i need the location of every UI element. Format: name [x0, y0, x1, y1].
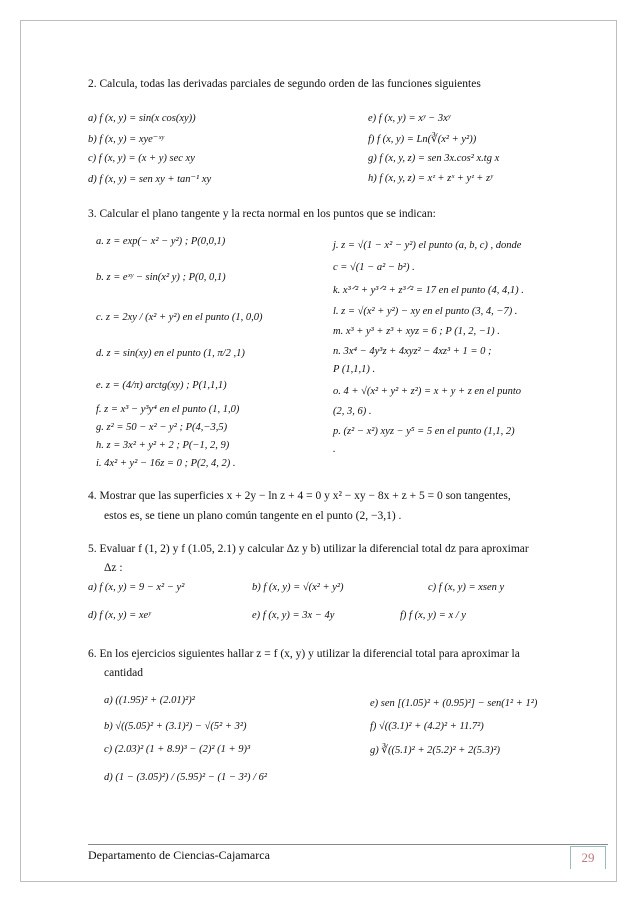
section-4-line1: 4. Mostrar que las superficies x + 2y − ln z + 4 = 0 y x² − xy − 8x + z + 5 = 0 son tangentes, — [88, 490, 511, 502]
sec3-item-k: k. x³ᐟ² + y³ᐟ² + z³ᐟ² = 17 en el punto (4, 4,1) . — [333, 285, 524, 296]
sec3-item-m: m. x³ + y³ + z³ + xyz = 6 ; P (1, 2, −1) . — [333, 326, 500, 337]
sec2-item-a: a) f (x, y) = sin(x cos(xy)) — [88, 113, 196, 124]
sec5-item-c: c) f (x, y) = xsen y — [428, 582, 505, 593]
sec2-item-g: g) f (x, y, z) = sen 3x.cos² x.tg x — [368, 153, 500, 164]
section-5-line1: 5. Evaluar f (1, 2) y f (1.05, 2.1) y calcular Δz y b) utilizar la diferencial total dz para aproximar — [88, 543, 529, 555]
sec6-item-e: e) sen [(1.05)² + (0.95)²] − sen(1² + 1²) — [370, 698, 538, 709]
sec5-item-b: b) f (x, y) = √(x² + y²) — [252, 582, 344, 593]
sec3-item-o-cont: (2, 3, 6) . — [333, 406, 372, 417]
sec6-item-g: g) ∛((5.1)² + 2(5.2)² + 2(5.3)²) — [370, 745, 501, 756]
sec3-item-n: n. 3x⁴ − 4y³z + 4xyz² − 4xz³ + 1 = 0 ; — [333, 346, 492, 357]
sec3-item-e: e. z = (4/π) arctg(xy) ; P(1,1,1) — [96, 380, 227, 391]
section-5-line2: Δz : — [104, 562, 123, 574]
sec6-item-a: a) ((1.95)² + (2.01)²)² — [104, 695, 195, 706]
sec2-item-f: f) f (x, y) = Ln(∛(x² + y²)) — [368, 134, 477, 145]
sec6-item-d: d) (1 − (3.05)²) / (5.95)² − (1 − 3²) / 6² — [104, 772, 268, 783]
sec5-item-e: e) f (x, y) = 3x − 4y — [252, 610, 335, 621]
sec5-item-d: d) f (x, y) = xeʸ — [88, 610, 151, 621]
section-4-line2: estos es, se tiene un plano común tangente en el punto (2, −3,1) . — [104, 510, 402, 522]
sec6-item-c: c) (2.03)² (1 + 8.9)³ − (2)² (1 + 9)³ — [104, 744, 251, 755]
section-6-line2: cantidad — [104, 667, 143, 679]
section-6-line1: 6. En los ejercicios siguientes hallar z = f (x, y) y utilizar la diferencial total para aproximar la — [88, 648, 520, 660]
footer-department: Departamento de Ciencias-Cajamarca — [88, 848, 270, 862]
sec3-item-i: i. 4x² + y² − 16z = 0 ; P(2, 4, 2) . — [96, 458, 236, 469]
footer-divider — [88, 844, 608, 845]
sec6-item-b: b) √((5.05)² + (3.1)²) − √(5² + 3²) — [104, 721, 247, 732]
sec2-item-c: c) f (x, y) = (x + y) sec xy — [88, 153, 195, 164]
sec3-item-f: f. z = x³ − y³y⁴ en el punto (1, 1,0) — [96, 404, 240, 415]
sec5-item-a: a) f (x, y) = 9 − x² − y² — [88, 582, 185, 593]
sec3-item-h: h. z = 3x² + y² + 2 ; P(−1, 2, 9) — [96, 440, 230, 451]
sec3-item-l: l. z = √(x² + y²) − xy en el punto (3, 4, −7) . — [333, 306, 518, 317]
sec3-item-n-cont: P (1,1,1) . — [333, 364, 376, 375]
section-3-title: 3. Calcular el plano tangente y la recta normal en los puntos que se indican: — [88, 208, 436, 220]
page-number: 29 — [570, 846, 606, 869]
sec3-item-c: c. z = 2xy / (x² + y²) en el punto (1, 0,0) — [96, 312, 263, 323]
section-2-title: 2. Calcula, todas las derivadas parciales de segundo orden de las funciones siguientes — [88, 78, 481, 90]
sec3-item-b: b. z = eˣʸ − sin(x² y) ; P(0, 0,1) — [96, 272, 226, 283]
sec3-item-d: d. z = sin(xy) en el punto (1, π/2 ,1) — [96, 348, 245, 359]
sec3-item-a: a. z = exp(− x² − y²) ; P(0,0,1) — [96, 236, 226, 247]
sec5-item-f: f) f (x, y) = x / y — [400, 610, 466, 621]
sec3-item-g: g. z² = 50 − x² − y² ; P(4,−3,5) — [96, 422, 228, 433]
sec3-item-j: j. z = √(1 − x² − y²) el punto (a, b, c) , donde — [333, 240, 522, 251]
sec3-item-p-cont: . — [333, 444, 336, 455]
sec2-item-h: h) f (x, y, z) = xᶻ + zˣ + yᶻ + zʸ — [368, 173, 493, 184]
sec6-item-f: f) √((3.1)² + (4.2)² + 11.7²) — [370, 721, 484, 732]
sec2-item-e: e) f (x, y) = xʸ − 3xʸ — [368, 113, 451, 124]
sec2-item-d: d) f (x, y) = sen xy + tan⁻¹ xy — [88, 174, 212, 185]
sec3-item-j-cont: c = √(1 − a² − b²) . — [333, 262, 415, 273]
sec3-item-o: o. 4 + √(x² + y² + z²) = x + y + z en el punto — [333, 386, 522, 397]
sec2-item-b: b) f (x, y) = xye⁻ˣʸ — [88, 134, 164, 145]
sec3-item-p: p. (z² − x²) xyz − y⁵ = 5 en el punto (1,1, 2) — [333, 426, 515, 437]
